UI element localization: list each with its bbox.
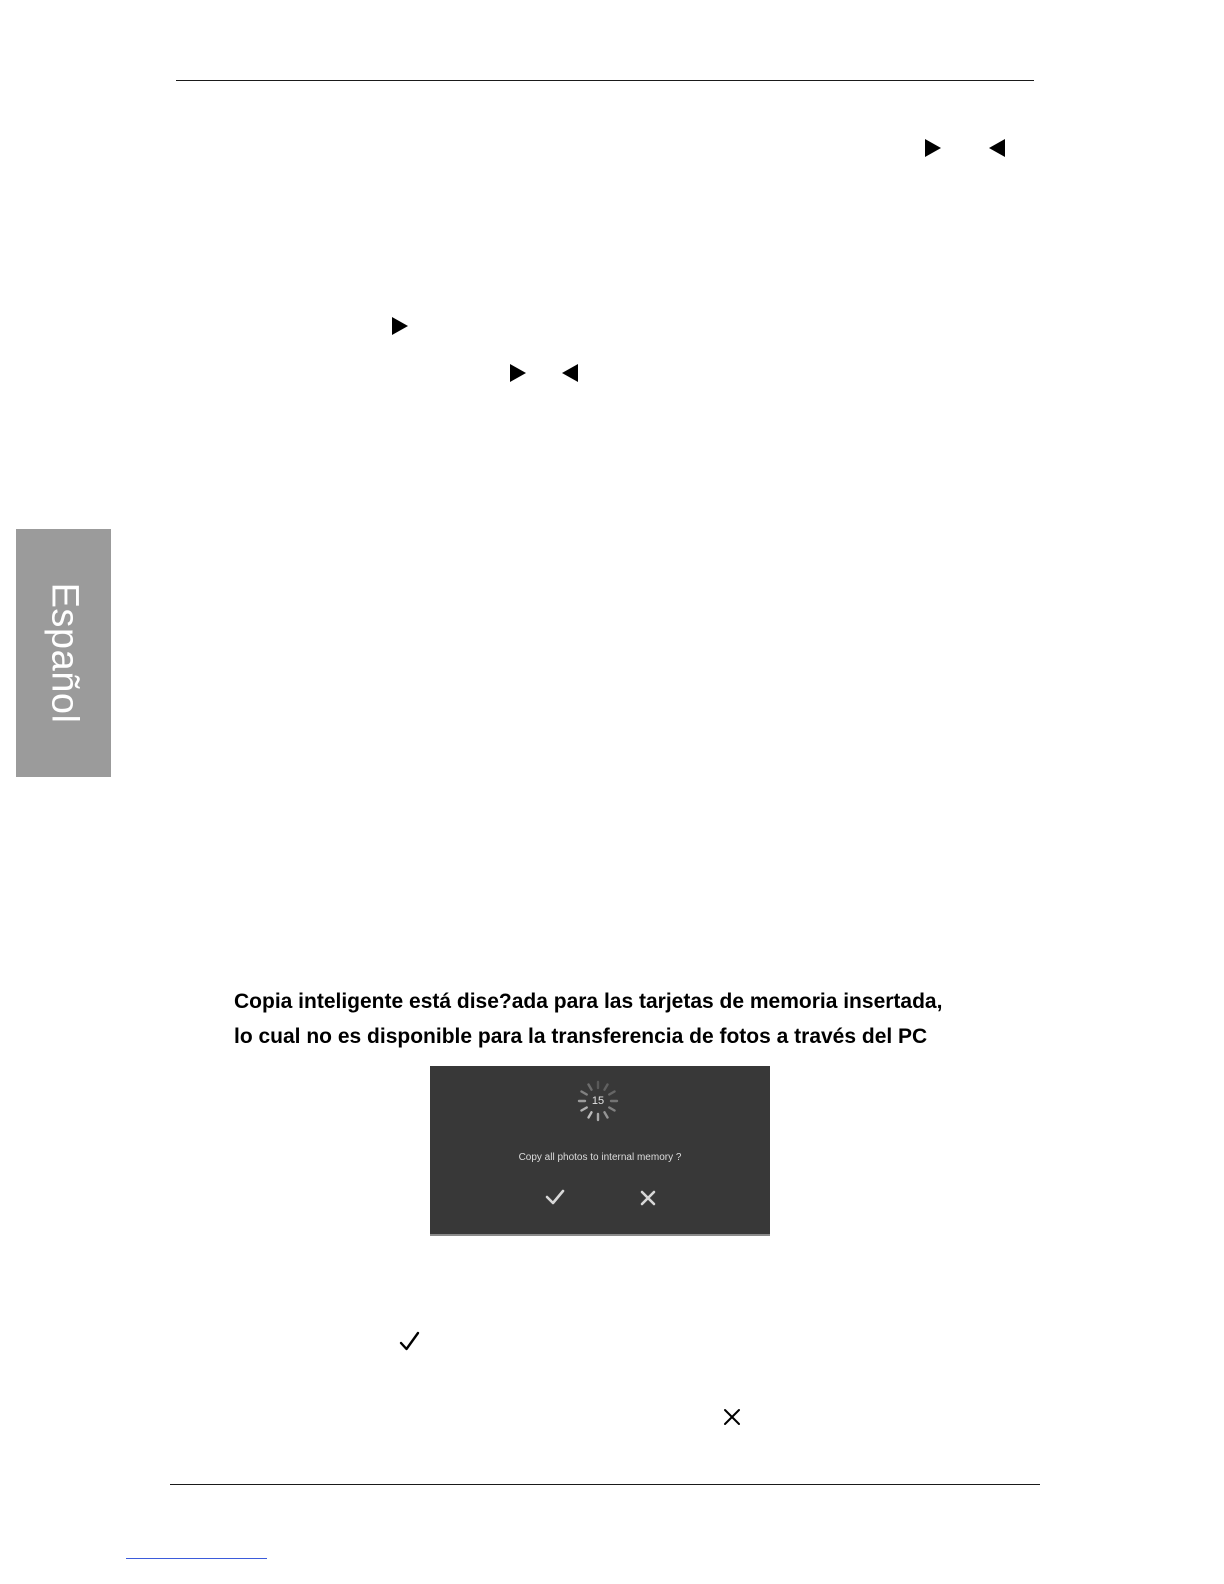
- notice-line-1: Copia inteligente está dise?ada para las tarjetas de memoria insertada,: [234, 990, 943, 1013]
- triangle-left-icon: [562, 364, 578, 382]
- footer-link-underline: [126, 1558, 267, 1559]
- copy-dialog-screenshot: [430, 1066, 770, 1236]
- close-icon: [722, 1407, 742, 1427]
- close-icon: [638, 1188, 658, 1208]
- footer-rule: [170, 1484, 1040, 1485]
- smart-copy-notice: [234, 984, 1024, 1054]
- header-rule: [176, 80, 1034, 81]
- triangle-right-icon: [510, 364, 526, 382]
- check-icon: [544, 1186, 566, 1208]
- notice-line-2: lo cual no es disponible para la transferencia de fotos a través del PC: [234, 1025, 928, 1048]
- check-icon: [398, 1330, 422, 1354]
- triangle-left-icon: [989, 139, 1005, 157]
- loading-spinner-icon: [575, 1078, 621, 1124]
- copy-prompt: Copy all photos to internal memory ?: [518, 1152, 682, 1163]
- language-tab-label: Español: [43, 582, 85, 724]
- language-tab: [16, 529, 111, 777]
- triangle-right-icon: [392, 317, 408, 335]
- triangle-right-icon: [925, 139, 941, 157]
- photo-count: 15: [591, 1095, 605, 1107]
